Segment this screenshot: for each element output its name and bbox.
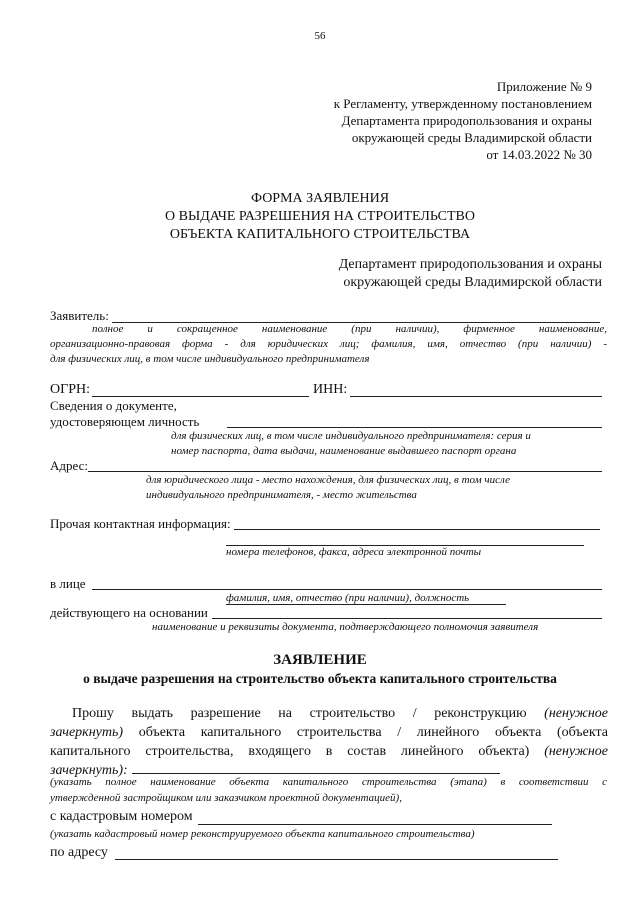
appendix-line: Приложение № 9 xyxy=(496,79,592,94)
appendix-line: Департамента природопользования и охраны xyxy=(341,113,592,128)
ogrn-label: ОГРН: xyxy=(50,382,90,397)
cadastral-field[interactable] xyxy=(198,824,552,825)
basis-hint: наименование и реквизиты документа, подтверждающего полномочия заявителя xyxy=(152,621,539,633)
appendix-block xyxy=(334,78,592,163)
addressee-line: Департамент природопользования и охраны xyxy=(338,257,602,272)
object-hint: утвержденной застройщиком или заказчиком проектной документацией), xyxy=(50,792,402,804)
appendix-line: окружающей среды Владимирской области xyxy=(351,130,592,145)
document-label: удостоверяющем личность xyxy=(50,414,200,429)
basis-field[interactable] xyxy=(212,618,602,619)
ogrn-field[interactable] xyxy=(92,396,309,397)
inn-field[interactable] xyxy=(350,396,602,397)
addressee-line: окружающей среды Владимирской области xyxy=(343,275,602,290)
appendix-line: к Регламенту, утвержденному постановлением xyxy=(333,96,592,111)
statement-line xyxy=(50,704,608,723)
statement-text: (ненужное xyxy=(544,706,608,721)
statement-text: Прошу выдать разрешение на строительство / реконструкцию xyxy=(72,706,527,721)
statement-text: зачеркнуть) xyxy=(50,725,124,740)
cadastral-hint: (указать кадастровый номер реконструируемого объекта капитального строительства) xyxy=(50,828,475,840)
person-field-extra[interactable] xyxy=(226,604,506,605)
document-hint: для физических лиц, в том числе индивидуального предпринимателя: серия и xyxy=(171,430,531,442)
address-label: Адрес: xyxy=(50,458,88,473)
applicant-hint: полное и сокращенное наименование (при наличии), фирменное наименование, xyxy=(92,323,607,335)
form-title xyxy=(0,190,640,244)
form-title-line: ОБЪЕКТА КАПИТАЛЬНОГО СТРОИТЕЛЬСТВА xyxy=(169,227,471,242)
basis-label: действующего на основании xyxy=(50,605,208,620)
person-label: в лице xyxy=(50,576,86,591)
object-address-label: по адресу xyxy=(50,845,108,860)
applicant-label: Заявитель: xyxy=(50,308,109,323)
document-hint: номер паспорта, дата выдачи, наименование выдавшего паспорт органа xyxy=(171,445,517,457)
person-hint: фамилия, имя, отчество (при наличии), должность xyxy=(226,592,470,604)
statement-body xyxy=(50,704,608,780)
statement-line: зачеркнуть): xyxy=(50,763,128,778)
object-address-field[interactable] xyxy=(115,859,558,860)
statement-line xyxy=(50,742,608,761)
appendix-line: от 14.03.2022 № 30 xyxy=(486,147,592,162)
contact-field[interactable] xyxy=(234,529,600,530)
contact-hint: номера телефонов, факса, адреса электронной почты xyxy=(226,546,482,558)
statement-title: ЗАЯВЛЕНИЕ xyxy=(273,652,367,668)
statement-text: объекта капитального строительства / линейного объекта (объекта xyxy=(138,725,608,740)
address-field[interactable] xyxy=(88,471,602,472)
object-name-field[interactable] xyxy=(132,773,500,774)
statement-text: (ненужное xyxy=(544,744,609,759)
document-label: Сведения о документе, xyxy=(50,398,177,413)
page-number: 56 xyxy=(314,30,326,42)
form-title-line: ФОРМА ЗАЯВЛЕНИЯ xyxy=(250,191,390,206)
statement-subtitle: о выдаче разрешения на строительство объекта капитального строительства xyxy=(83,671,557,686)
statement-line xyxy=(50,723,608,742)
addressee xyxy=(339,256,602,292)
contact-label: Прочая контактная информация: xyxy=(50,516,231,531)
applicant-hint: для физических лиц, в том числе индивидуального предпринимателя xyxy=(50,353,370,365)
inn-label: ИНН: xyxy=(313,382,348,397)
applicant-hint: организационно-правовая форма - для юридических лиц; фамилия, имя, отчество (при наличии) - xyxy=(50,338,607,350)
form-title-line: О ВЫДАЧЕ РАЗРЕШЕНИЯ НА СТРОИТЕЛЬСТВО xyxy=(165,209,475,224)
person-field[interactable] xyxy=(92,589,602,590)
document-field[interactable] xyxy=(227,427,602,428)
address-hint: для юридического лица - место нахождения, для физических лиц, в том числе xyxy=(146,474,510,486)
cadastral-label: с кадастровым номером xyxy=(50,809,193,824)
object-hint: (указать полное наименование объекта капитального строительства (этапа) в соответствии с xyxy=(50,776,607,788)
address-hint: индивидуального предпринимателя, - место жительства xyxy=(146,489,417,501)
statement-text: капитального строительства, входящего в состав линейного объекта) xyxy=(50,744,530,759)
